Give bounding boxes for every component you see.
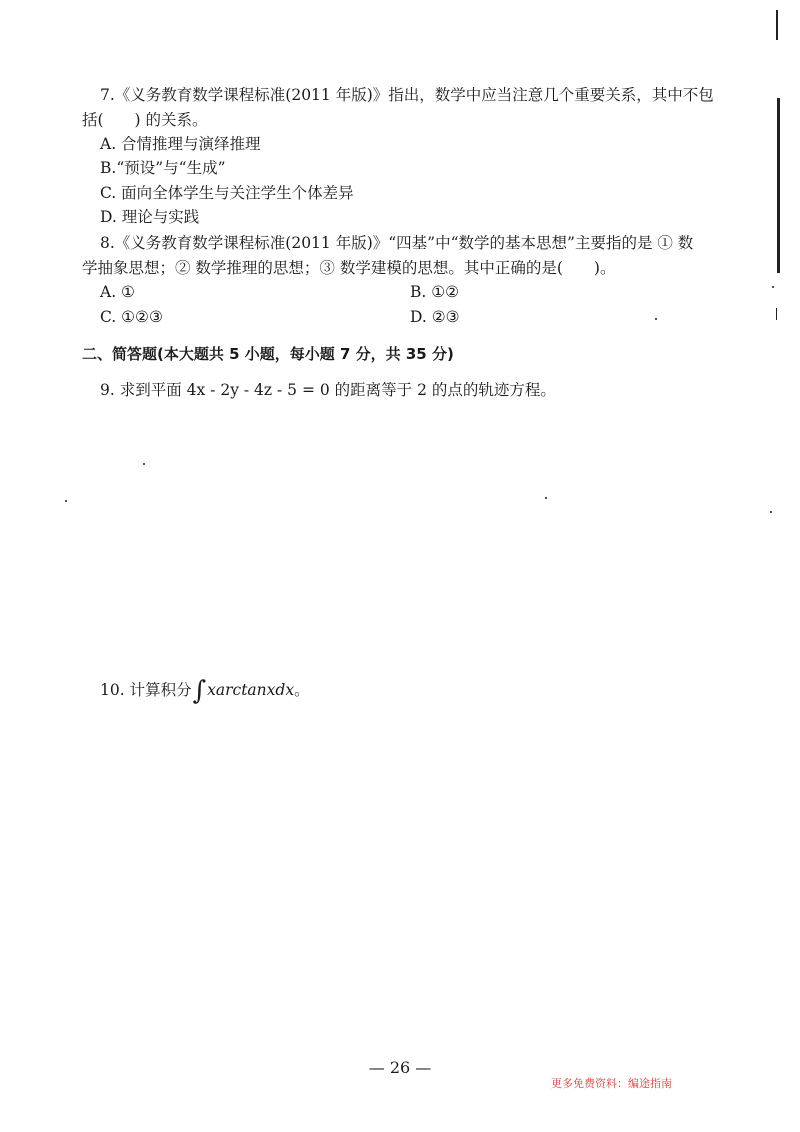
question-8-option-a: A. ① (100, 283, 135, 301)
scan-speck (545, 497, 547, 499)
scan-edge-mark-bar (777, 98, 780, 273)
question-10-suffix: 。 (294, 681, 310, 699)
footer-watermark: 更多免费资料：编途指南 (551, 1077, 672, 1090)
scan-speck (655, 318, 657, 320)
question-8-option-b: B. ①② (410, 283, 460, 301)
scan-speck (770, 511, 772, 513)
integral-symbol: ∫ (192, 676, 207, 706)
scan-speck (65, 500, 67, 502)
question-8-stem-line2: 学抽象思想；② 数学推理的思想；③ 数学建模的思想。其中正确的是( )。 (82, 259, 616, 277)
question-10-expression: xarctanxdx (207, 681, 295, 699)
section-2-heading: 二、简答题(本大题共 5 小题，每小题 7 分，共 35 分) (82, 345, 454, 363)
question-7-stem-line1: 7.《义务教育数学课程标准(2011 年版)》指出，数学中应当注意几个重要关系，其中不包 (100, 86, 714, 104)
question-7-stem-line2: 括( ) 的关系。 (82, 111, 208, 129)
question-8-stem-line1: 8.《义务教育数学课程标准(2011 年版)》“四基”中“数学的基本思想”主要指的是 ① 数 (100, 234, 694, 252)
question-10-prefix: 10. 计算积分 (100, 681, 192, 699)
scan-edge-mark-small (776, 308, 777, 320)
scan-edge-mark-top (776, 10, 778, 40)
question-10 (100, 676, 310, 706)
question-9: 9. 求到平面 4x - 2y - 4z - 5 = 0 的距离等于 2 的点的轨迹方程。 (100, 381, 556, 399)
scan-speck (143, 463, 145, 465)
question-8-option-c: C. ①②③ (100, 308, 163, 326)
question-7-option-a: A. 合情推理与演绎推理 (100, 135, 261, 153)
question-7-option-d: D. 理论与实践 (100, 208, 200, 226)
page-number: — 26 — (368, 1058, 432, 1077)
question-7-option-c: C. 面向全体学生与关注学生个体差异 (100, 184, 354, 202)
question-7-option-b: B.“预设”与“生成” (100, 159, 226, 177)
scan-speck (772, 286, 774, 288)
question-8-option-d: D. ②③ (410, 308, 460, 326)
